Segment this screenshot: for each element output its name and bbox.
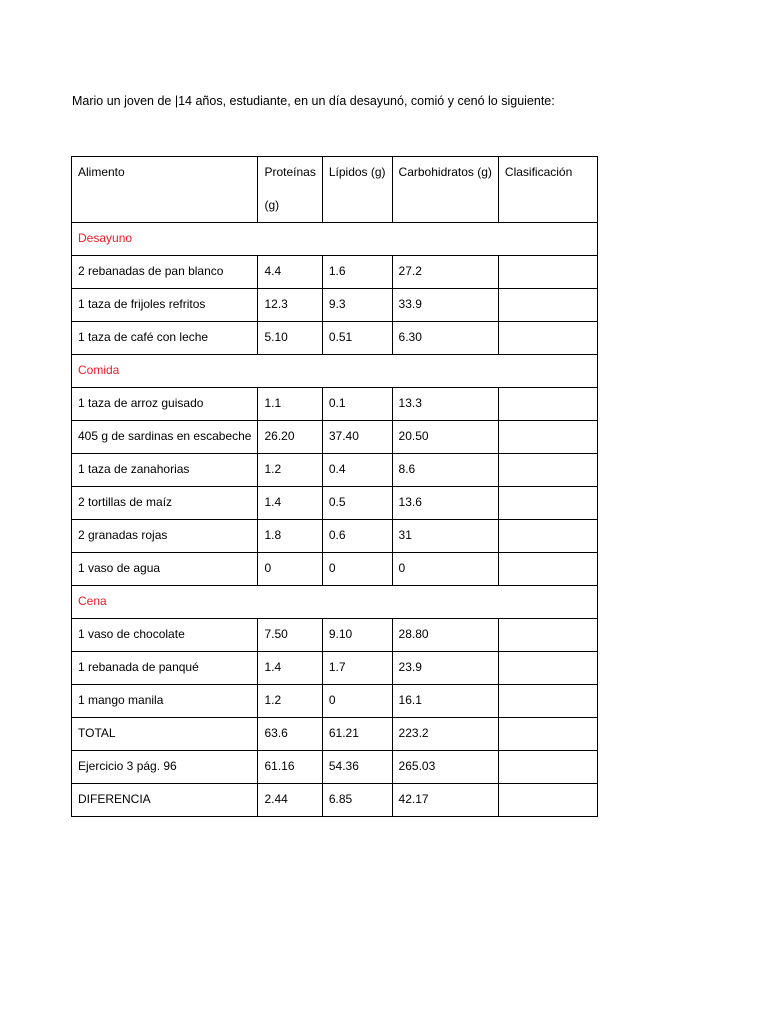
- cell-lipidos: 0.6: [322, 520, 392, 553]
- cell-clasificacion: [498, 751, 597, 784]
- cell-proteinas: 1.1: [258, 388, 322, 421]
- cell-lipidos: 0: [322, 685, 392, 718]
- cell-lipidos: 1.7: [322, 652, 392, 685]
- cell-carbohidratos: 28.80: [392, 619, 498, 652]
- cell-carbohidratos: 33.9: [392, 289, 498, 322]
- cell-carbohidratos: 20.50: [392, 421, 498, 454]
- cell-carbohidratos: 13.6: [392, 487, 498, 520]
- cell-carbohidratos: 23.9: [392, 652, 498, 685]
- cell-clasificacion: [498, 289, 597, 322]
- header-alimento: Alimento: [72, 157, 258, 223]
- intro-text: Mario un joven de |14 años, estudiante, en un día desayunó, comió y cenó lo siguiente:: [72, 94, 555, 108]
- cell-proteinas: 1.4: [258, 652, 322, 685]
- cell-lipidos: 61.21: [322, 718, 392, 751]
- cell-alimento: Ejercicio 3 pág. 96: [72, 751, 258, 784]
- section-row-cena: [72, 586, 598, 619]
- table-row: [72, 520, 598, 553]
- cell-alimento: DIFERENCIA: [72, 784, 258, 817]
- table-row: [72, 685, 598, 718]
- cell-alimento: 1 vaso de chocolate: [72, 619, 258, 652]
- cell-carbohidratos: 223.2: [392, 718, 498, 751]
- cell-alimento: 1 taza de zanahorias: [72, 454, 258, 487]
- cell-carbohidratos: 8.6: [392, 454, 498, 487]
- cell-proteinas: 1.2: [258, 454, 322, 487]
- header-lipidos: Lípidos (g): [322, 157, 392, 223]
- cell-proteinas: 2.44: [258, 784, 322, 817]
- table-row: [72, 322, 598, 355]
- section-row-desayuno: [72, 223, 598, 256]
- table-row: [72, 388, 598, 421]
- header-proteinas-label: Proteínas: [264, 165, 316, 179]
- cell-lipidos: 0.5: [322, 487, 392, 520]
- table-row: [72, 784, 598, 817]
- cell-alimento: 1 rebanada de panqué: [72, 652, 258, 685]
- section-label-comida: Comida: [72, 355, 598, 388]
- table-row: [72, 289, 598, 322]
- cell-lipidos: 54.36: [322, 751, 392, 784]
- table-row: [72, 652, 598, 685]
- cell-proteinas: 26.20: [258, 421, 322, 454]
- table-row: [72, 487, 598, 520]
- header-proteinas-unit: (g): [264, 198, 280, 212]
- cell-alimento: TOTAL: [72, 718, 258, 751]
- cell-lipidos: 0: [322, 553, 392, 586]
- cell-carbohidratos: 0: [392, 553, 498, 586]
- cell-clasificacion: [498, 256, 597, 289]
- cell-carbohidratos: 6.30: [392, 322, 498, 355]
- cell-carbohidratos: 16.1: [392, 685, 498, 718]
- cell-clasificacion: [498, 652, 597, 685]
- cell-carbohidratos: 13.3: [392, 388, 498, 421]
- cell-alimento: 1 vaso de agua: [72, 553, 258, 586]
- cell-clasificacion: [498, 520, 597, 553]
- cell-clasificacion: [498, 718, 597, 751]
- cell-lipidos: 6.85: [322, 784, 392, 817]
- cell-clasificacion: [498, 619, 597, 652]
- cell-lipidos: 0.4: [322, 454, 392, 487]
- cell-clasificacion: [498, 322, 597, 355]
- section-label-desayuno: Desayuno: [72, 223, 598, 256]
- cell-alimento: 2 tortillas de maíz: [72, 487, 258, 520]
- cell-clasificacion: [498, 487, 597, 520]
- table-row: [72, 256, 598, 289]
- cell-proteinas: 1.2: [258, 685, 322, 718]
- cell-lipidos: 1.6: [322, 256, 392, 289]
- cell-clasificacion: [498, 553, 597, 586]
- cell-proteinas: 7.50: [258, 619, 322, 652]
- table-row: [72, 751, 598, 784]
- cell-proteinas: 5.10: [258, 322, 322, 355]
- cell-lipidos: 9.10: [322, 619, 392, 652]
- cell-proteinas: 61.16: [258, 751, 322, 784]
- cell-carbohidratos: 265.03: [392, 751, 498, 784]
- cell-proteinas: 4.4: [258, 256, 322, 289]
- cell-alimento: 1 taza de arroz guisado: [72, 388, 258, 421]
- table-row: [72, 718, 598, 751]
- table-row: [72, 421, 598, 454]
- section-label-cena: Cena: [72, 586, 598, 619]
- cell-lipidos: 37.40: [322, 421, 392, 454]
- cell-alimento: 405 g de sardinas en escabeche: [72, 421, 258, 454]
- cell-clasificacion: [498, 421, 597, 454]
- cell-lipidos: 0.1: [322, 388, 392, 421]
- cell-carbohidratos: 27.2: [392, 256, 498, 289]
- nutrition-table: [71, 156, 598, 817]
- cell-alimento: 2 rebanadas de pan blanco: [72, 256, 258, 289]
- cell-alimento: 1 taza de frijoles refritos: [72, 289, 258, 322]
- table-row: [72, 619, 598, 652]
- header-proteinas: [258, 157, 322, 223]
- cell-carbohidratos: 31: [392, 520, 498, 553]
- cell-alimento: 1 taza de café con leche: [72, 322, 258, 355]
- cell-clasificacion: [498, 784, 597, 817]
- cell-lipidos: 0.51: [322, 322, 392, 355]
- cell-proteinas: 1.8: [258, 520, 322, 553]
- cell-proteinas: 0: [258, 553, 322, 586]
- header-clasificacion: Clasificación: [498, 157, 597, 223]
- cell-alimento: 2 granadas rojas: [72, 520, 258, 553]
- cell-proteinas: 1.4: [258, 487, 322, 520]
- cell-clasificacion: [498, 388, 597, 421]
- cell-lipidos: 9.3: [322, 289, 392, 322]
- section-row-comida: [72, 355, 598, 388]
- table-row: [72, 454, 598, 487]
- table-header-row: [72, 157, 598, 223]
- header-carbohidratos: Carbohidratos (g): [392, 157, 498, 223]
- cell-clasificacion: [498, 685, 597, 718]
- cell-clasificacion: [498, 454, 597, 487]
- cell-proteinas: 63.6: [258, 718, 322, 751]
- cell-carbohidratos: 42.17: [392, 784, 498, 817]
- table-row: [72, 553, 598, 586]
- cell-proteinas: 12.3: [258, 289, 322, 322]
- cell-alimento: 1 mango manila: [72, 685, 258, 718]
